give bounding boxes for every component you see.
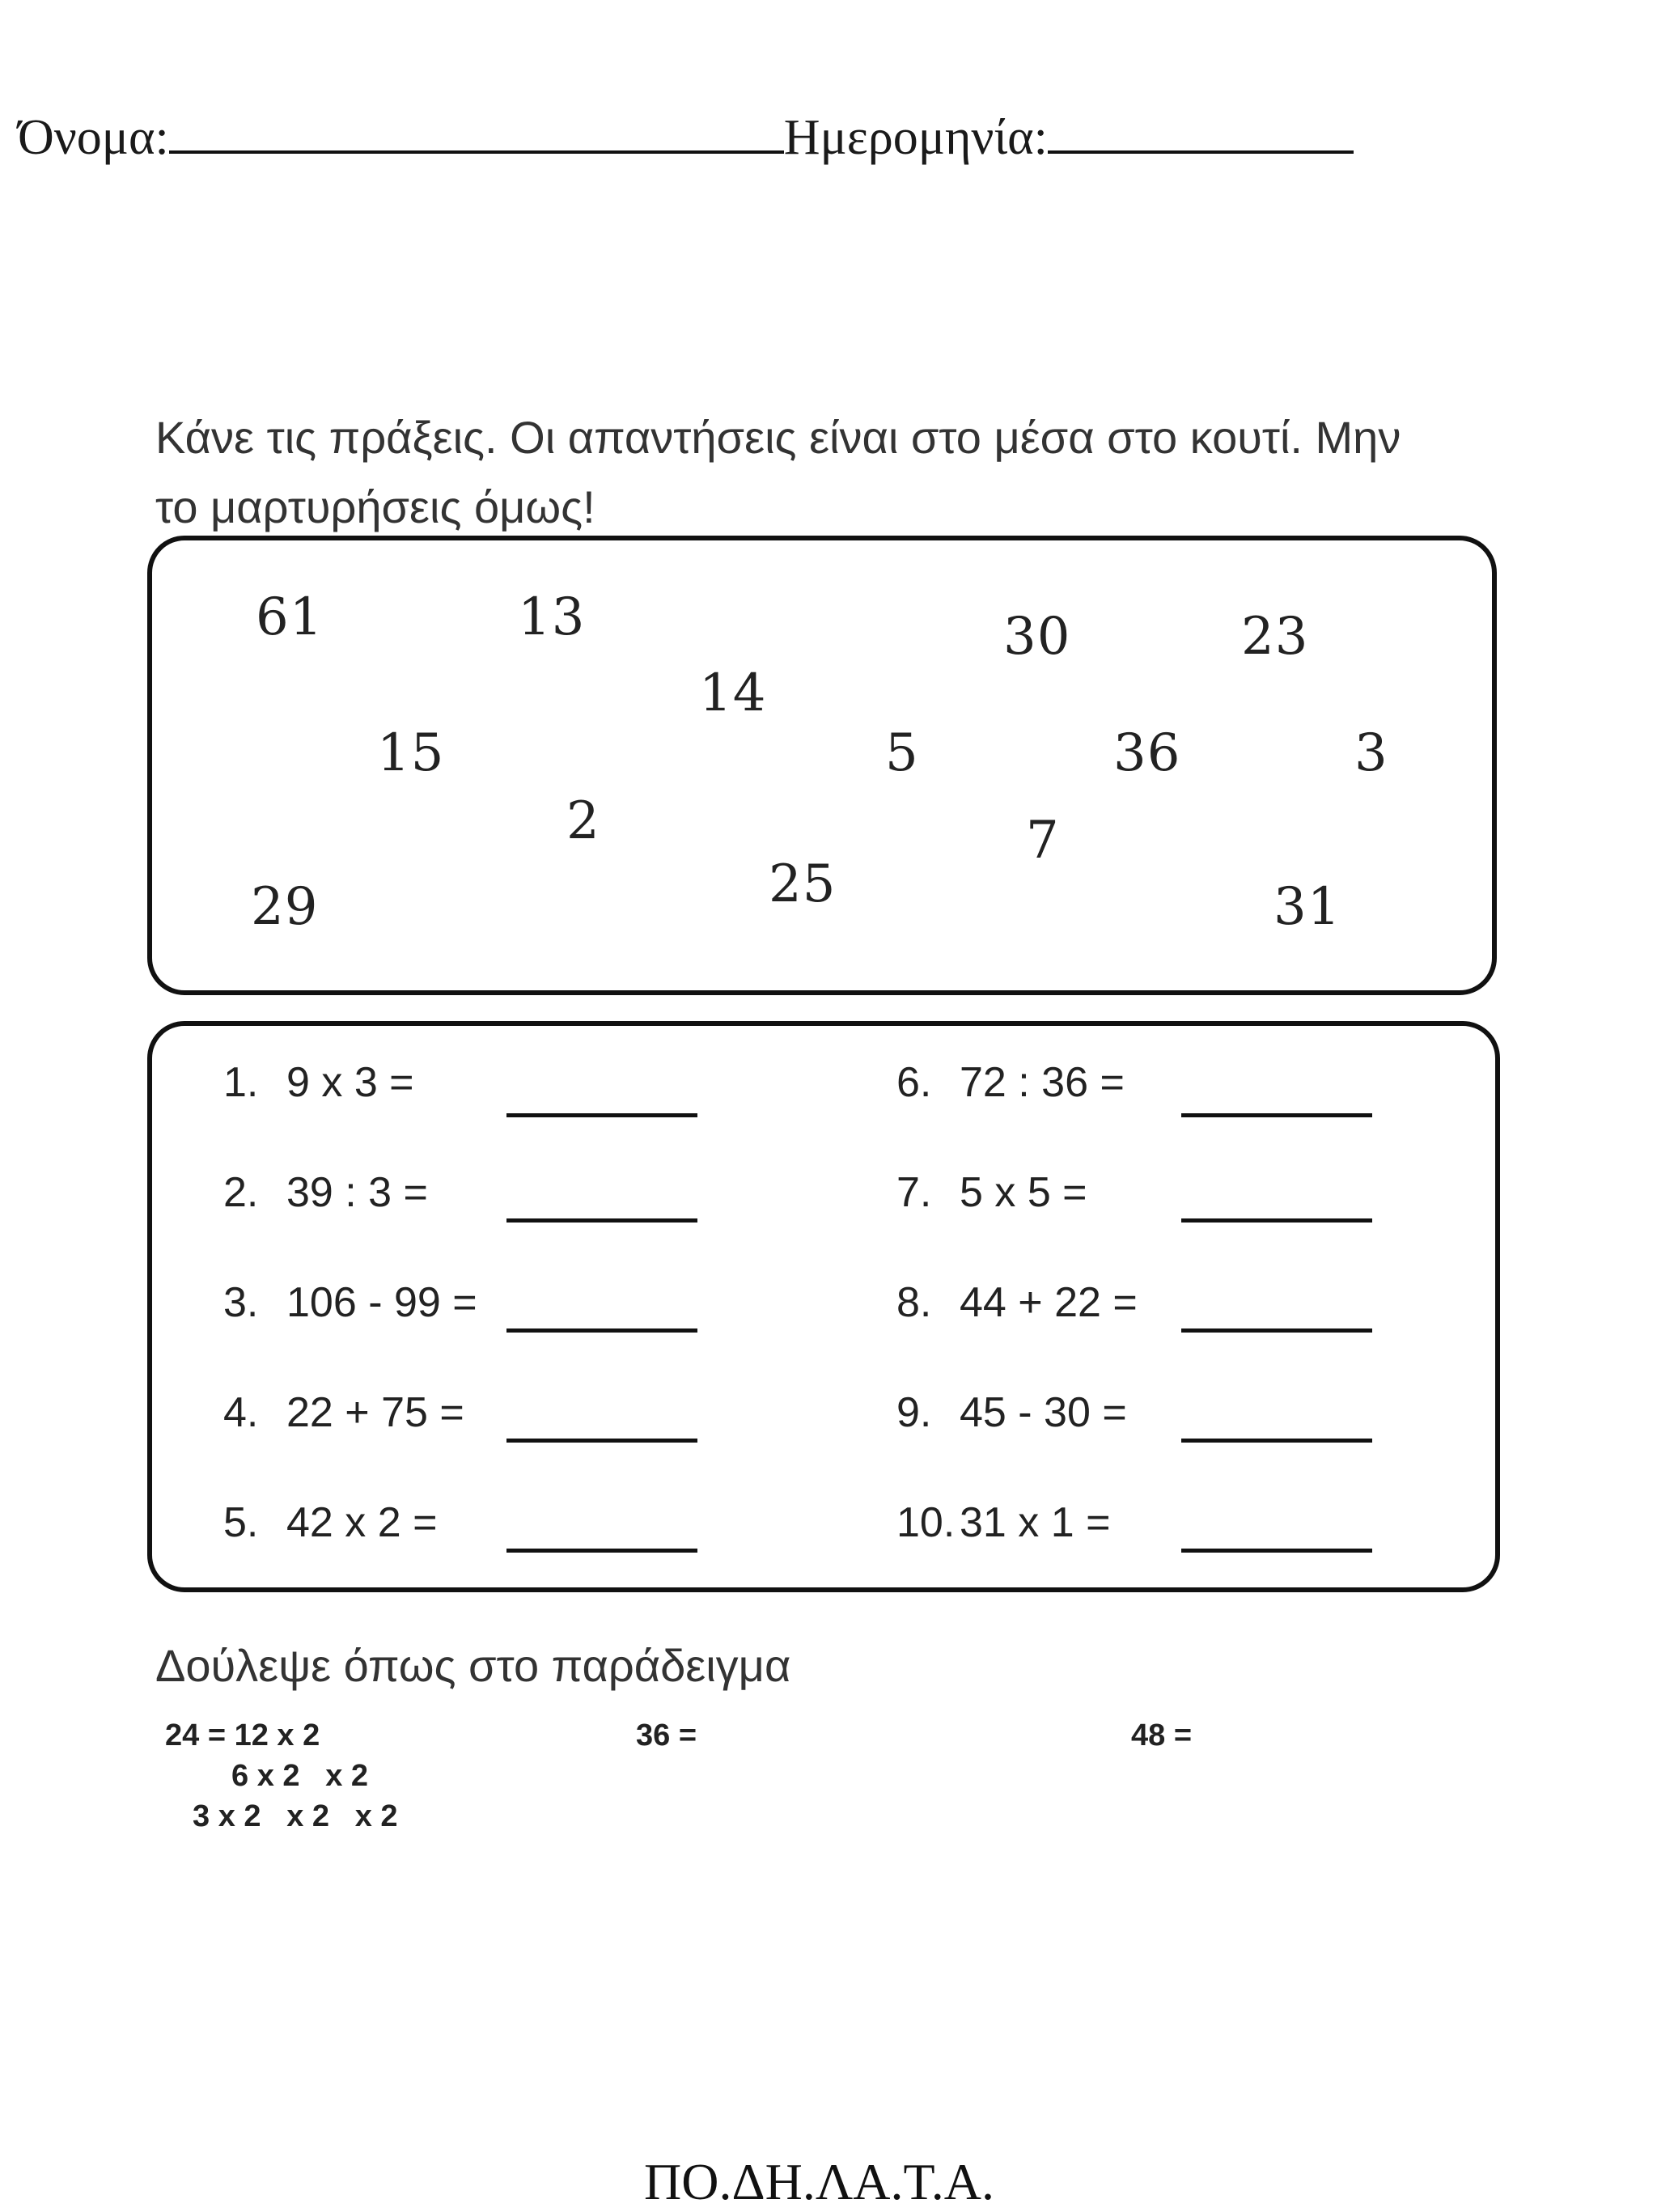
answer-line[interactable]: [506, 1549, 697, 1553]
date-label: Ημερομηνία:: [783, 110, 1048, 165]
exercise: 3. 106 - 99 =: [223, 1279, 477, 1326]
exercise: 7. 5 x 5 =: [896, 1169, 1087, 1216]
answer-line[interactable]: [1181, 1113, 1372, 1117]
answer-number: 15: [377, 723, 445, 783]
answer-number: 3: [1354, 723, 1388, 783]
answer-number: 13: [518, 587, 586, 647]
answer-line[interactable]: [506, 1113, 697, 1117]
answer-number: 30: [1003, 607, 1071, 667]
answer-number: 7: [1026, 811, 1060, 871]
answer-number: 14: [699, 663, 767, 723]
exercise: 10. 31 x 1 =: [896, 1499, 1111, 1546]
factor-example-line-1: 24 = 12 x 2: [165, 1718, 320, 1752]
name-blank[interactable]: [169, 104, 784, 154]
answer-line[interactable]: [506, 1439, 697, 1443]
answer-line[interactable]: [1181, 1549, 1372, 1553]
answer-number: 29: [251, 877, 319, 937]
answer-number: 25: [769, 854, 837, 914]
answer-line[interactable]: [1181, 1439, 1372, 1443]
exercise: 8. 44 + 22 =: [896, 1279, 1138, 1326]
exercise: 6. 72 : 36 =: [896, 1059, 1125, 1106]
answer-number: 2: [566, 791, 600, 851]
answer-number: 61: [256, 587, 324, 647]
instructions-operations: Κάνε τις πράξεις. Οι απαντήσεις είναι στο μέσα στο κουτί. Μην το μαρτυρήσεις όμως!: [155, 412, 1401, 532]
answer-number: 23: [1241, 607, 1309, 667]
factor-example-line-3: 3 x 2 x 2 x 2: [193, 1799, 398, 1833]
exercise: 9. 45 - 30 =: [896, 1389, 1127, 1436]
factor-example-line-2: 6 x 2 x 2: [231, 1759, 369, 1793]
exercises-box: [147, 1021, 1500, 1592]
answer-number: 5: [885, 723, 919, 783]
instructions-factor-example: Δούλεψε όπως στο παράδειγμα: [155, 1640, 791, 1691]
footer-organization: ΠΟ.ΔΗ.ΛΑ.Τ.Α.: [644, 2153, 994, 2210]
answer-numbers-box: [147, 536, 1497, 995]
date-blank[interactable]: [1048, 104, 1354, 154]
answer-line[interactable]: [1181, 1328, 1372, 1333]
exercise: 1. 9 x 3 =: [223, 1059, 414, 1106]
exercise: 5. 42 x 2 =: [223, 1499, 438, 1546]
answer-number: 31: [1273, 877, 1341, 937]
answer-line[interactable]: [1181, 1218, 1372, 1223]
exercise: 2. 39 : 3 =: [223, 1169, 428, 1216]
exercise: 4. 22 + 75 =: [223, 1389, 464, 1436]
factor-task-48: 48 =: [1131, 1718, 1193, 1752]
answer-line[interactable]: [506, 1328, 697, 1333]
answer-line[interactable]: [506, 1218, 697, 1223]
answer-number: 36: [1113, 723, 1181, 783]
header: [18, 104, 1354, 167]
name-label: Όνομα:: [18, 110, 169, 165]
factor-task-36: 36 =: [636, 1718, 697, 1752]
